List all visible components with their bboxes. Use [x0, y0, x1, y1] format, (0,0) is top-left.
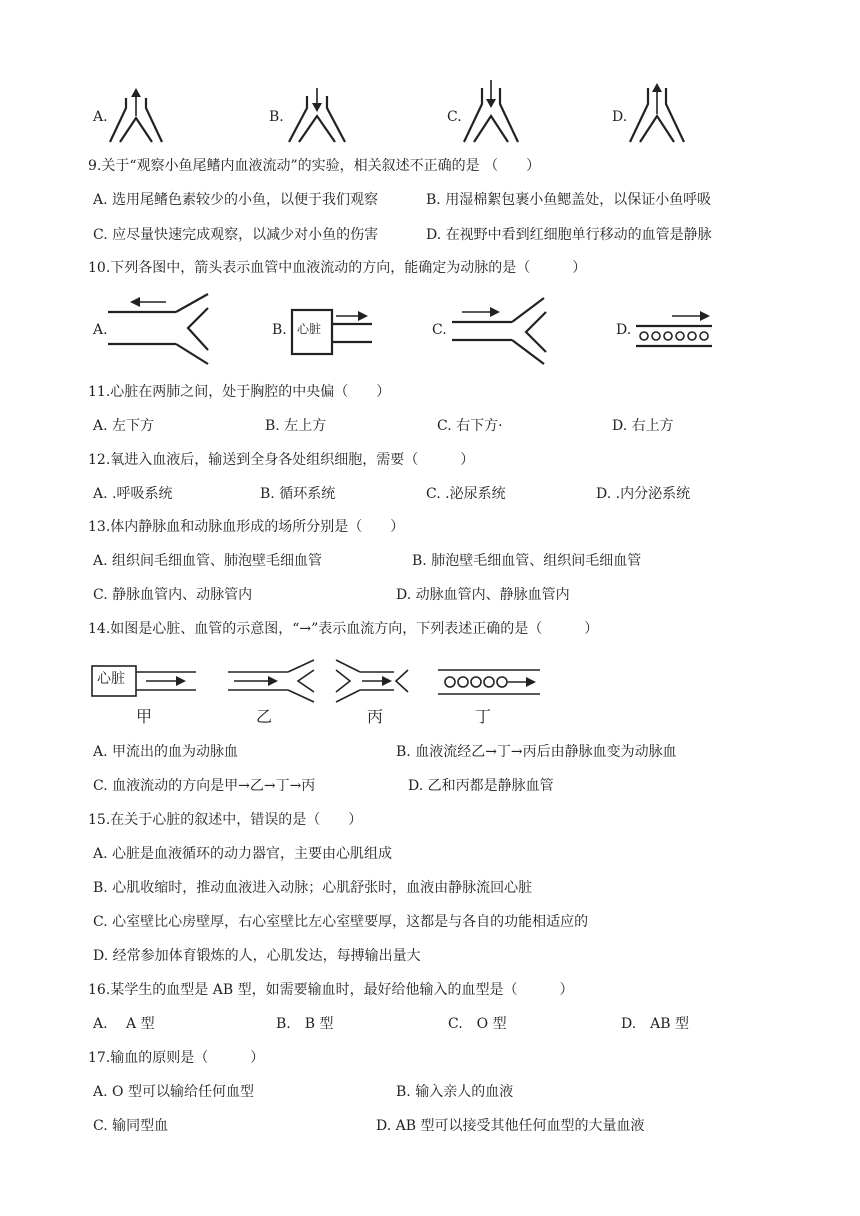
question-stem: 14.如图是心脏、血管的示意图，“→”表示血流方向，下列表述正确的是（ ）: [88, 621, 599, 637]
option-b: B. 左上方: [265, 418, 327, 434]
option-a: A. .呼吸系统: [93, 486, 173, 502]
option-a: A. 心脏是血液循环的动力器官，主要由心肌组成: [93, 846, 393, 862]
option-d: D. 右上方: [612, 418, 674, 434]
option-b: B. 心肌收缩时，推动血液进入动脉；心肌舒张时，血液由静脉流回心脏: [93, 880, 533, 896]
q8-option-d: D.: [612, 109, 628, 125]
option-c: C. 输同型血: [93, 1118, 169, 1134]
option-a: A. 左下方: [93, 418, 155, 434]
option-d: D. .内分泌系统: [596, 486, 691, 502]
q14-heart-label: 心脏: [97, 671, 125, 687]
q10-option-a: A.: [93, 322, 108, 338]
q10-option-b: B.: [272, 322, 287, 338]
option-c: C. 血液流动的方向是甲→乙→丁→丙: [93, 778, 316, 794]
option-b: B. 血液流经乙→丁→丙后由静脉血变为动脉血: [396, 744, 677, 760]
q10-vessel-figure-c: [452, 294, 552, 368]
question-stem: 9.关于“观察小鱼尾鳍内血液流动”的实验，相关叙述不正确的是 （ ）: [88, 158, 541, 174]
q14-label-bing: 丙: [367, 707, 384, 726]
option-d: D. 经常参加体育锻炼的人，心肌发达，每搏输出量大: [93, 948, 421, 964]
option-c: C. 右下方·: [437, 418, 503, 434]
option-d: D. 动脉血管内、静脉血管内: [396, 587, 570, 603]
q14-label-ding: 丁: [475, 707, 492, 726]
question-stem: 13.体内静脉血和动脉血形成的场所分别是（ ）: [88, 519, 405, 535]
q14-capillary-figure-ding: [438, 668, 542, 696]
q8-vessel-figure-a: [108, 86, 164, 146]
option-c: C. O 型: [448, 1016, 507, 1032]
option-a: A. A 型: [93, 1016, 155, 1032]
option-c: C. 应尽量快速完成观察，以减少对小鱼的伤害: [93, 227, 379, 243]
q14-vessel-figure-bing: [334, 660, 410, 700]
option-c: C. 静脉血管内、动脉管内: [93, 587, 253, 603]
question-stem: 12.氧进入血液后，输送到全身各处组织细胞，需要（ ）: [88, 452, 475, 468]
q8-option-c: C.: [447, 109, 462, 125]
q8-vessel-figure-b: [287, 86, 347, 146]
option-b: B. 肺泡壁毛细血管、组织间毛细血管: [412, 553, 642, 569]
q8-option-b: B.: [269, 109, 284, 125]
q14-vessel-figure-yi: [228, 660, 318, 700]
q10-vessel-figure-a: [108, 292, 212, 366]
option-b: B. B 型: [276, 1016, 334, 1032]
option-b: B. 用湿棉絮包裹小鱼鳃盖处，以保证小鱼呼吸: [426, 192, 712, 208]
question-stem: 11.心脏在两肺之间，处于胸腔的中央偏（ ）: [88, 384, 391, 400]
option-a: A. 甲流出的血为动脉血: [93, 744, 239, 760]
q8-vessel-figure-c: [462, 80, 520, 146]
option-a: A. 组织间毛细血管、肺泡壁毛细血管: [93, 553, 323, 569]
q10-option-d: D.: [616, 322, 632, 338]
question-stem: 10.下列各图中，箭头表示血管中血液流动的方向，能确定为动脉的是（ ）: [88, 260, 587, 276]
question-stem: 15.在关于心脏的叙述中，错误的是（ ）: [88, 812, 363, 828]
option-d: D. AB 型可以接受其他任何血型的大量血液: [376, 1118, 645, 1134]
question-stem: 17.输血的原则是（ ）: [88, 1050, 265, 1066]
option-d: D. 在视野中看到红细胞单行移动的血管是静脉: [426, 227, 712, 243]
q14-label-yi: 乙: [256, 707, 273, 726]
option-a: A. 选用尾鳍色素较少的小鱼，以便于我们观察: [93, 192, 379, 208]
q10-option-c: C.: [432, 322, 447, 338]
option-d: D. 乙和丙都是静脉血管: [408, 778, 554, 794]
option-b: B. 循环系统: [260, 486, 336, 502]
q14-label-jia: 甲: [136, 707, 153, 726]
option-c: C. 心室壁比心房壁厚，右心室壁比左心室壁要厚，这都是与各自的功能相适应的: [93, 914, 589, 930]
q10-capillary-figure-d: [632, 308, 716, 348]
option-a: A. O 型可以输给任何血型: [93, 1084, 254, 1100]
q10-heart-label: 心脏: [297, 322, 322, 336]
option-b: B. 输入亲人的血液: [396, 1084, 514, 1100]
q8-option-a: A.: [93, 109, 108, 125]
q8-vessel-figure-d: [628, 80, 686, 146]
option-c: C. .泌尿系统: [426, 486, 506, 502]
option-d: D. AB 型: [621, 1016, 690, 1032]
question-stem: 16.某学生的血型是 AB 型，如需要输血时，最好给他输入的血型是（ ）: [88, 982, 574, 998]
